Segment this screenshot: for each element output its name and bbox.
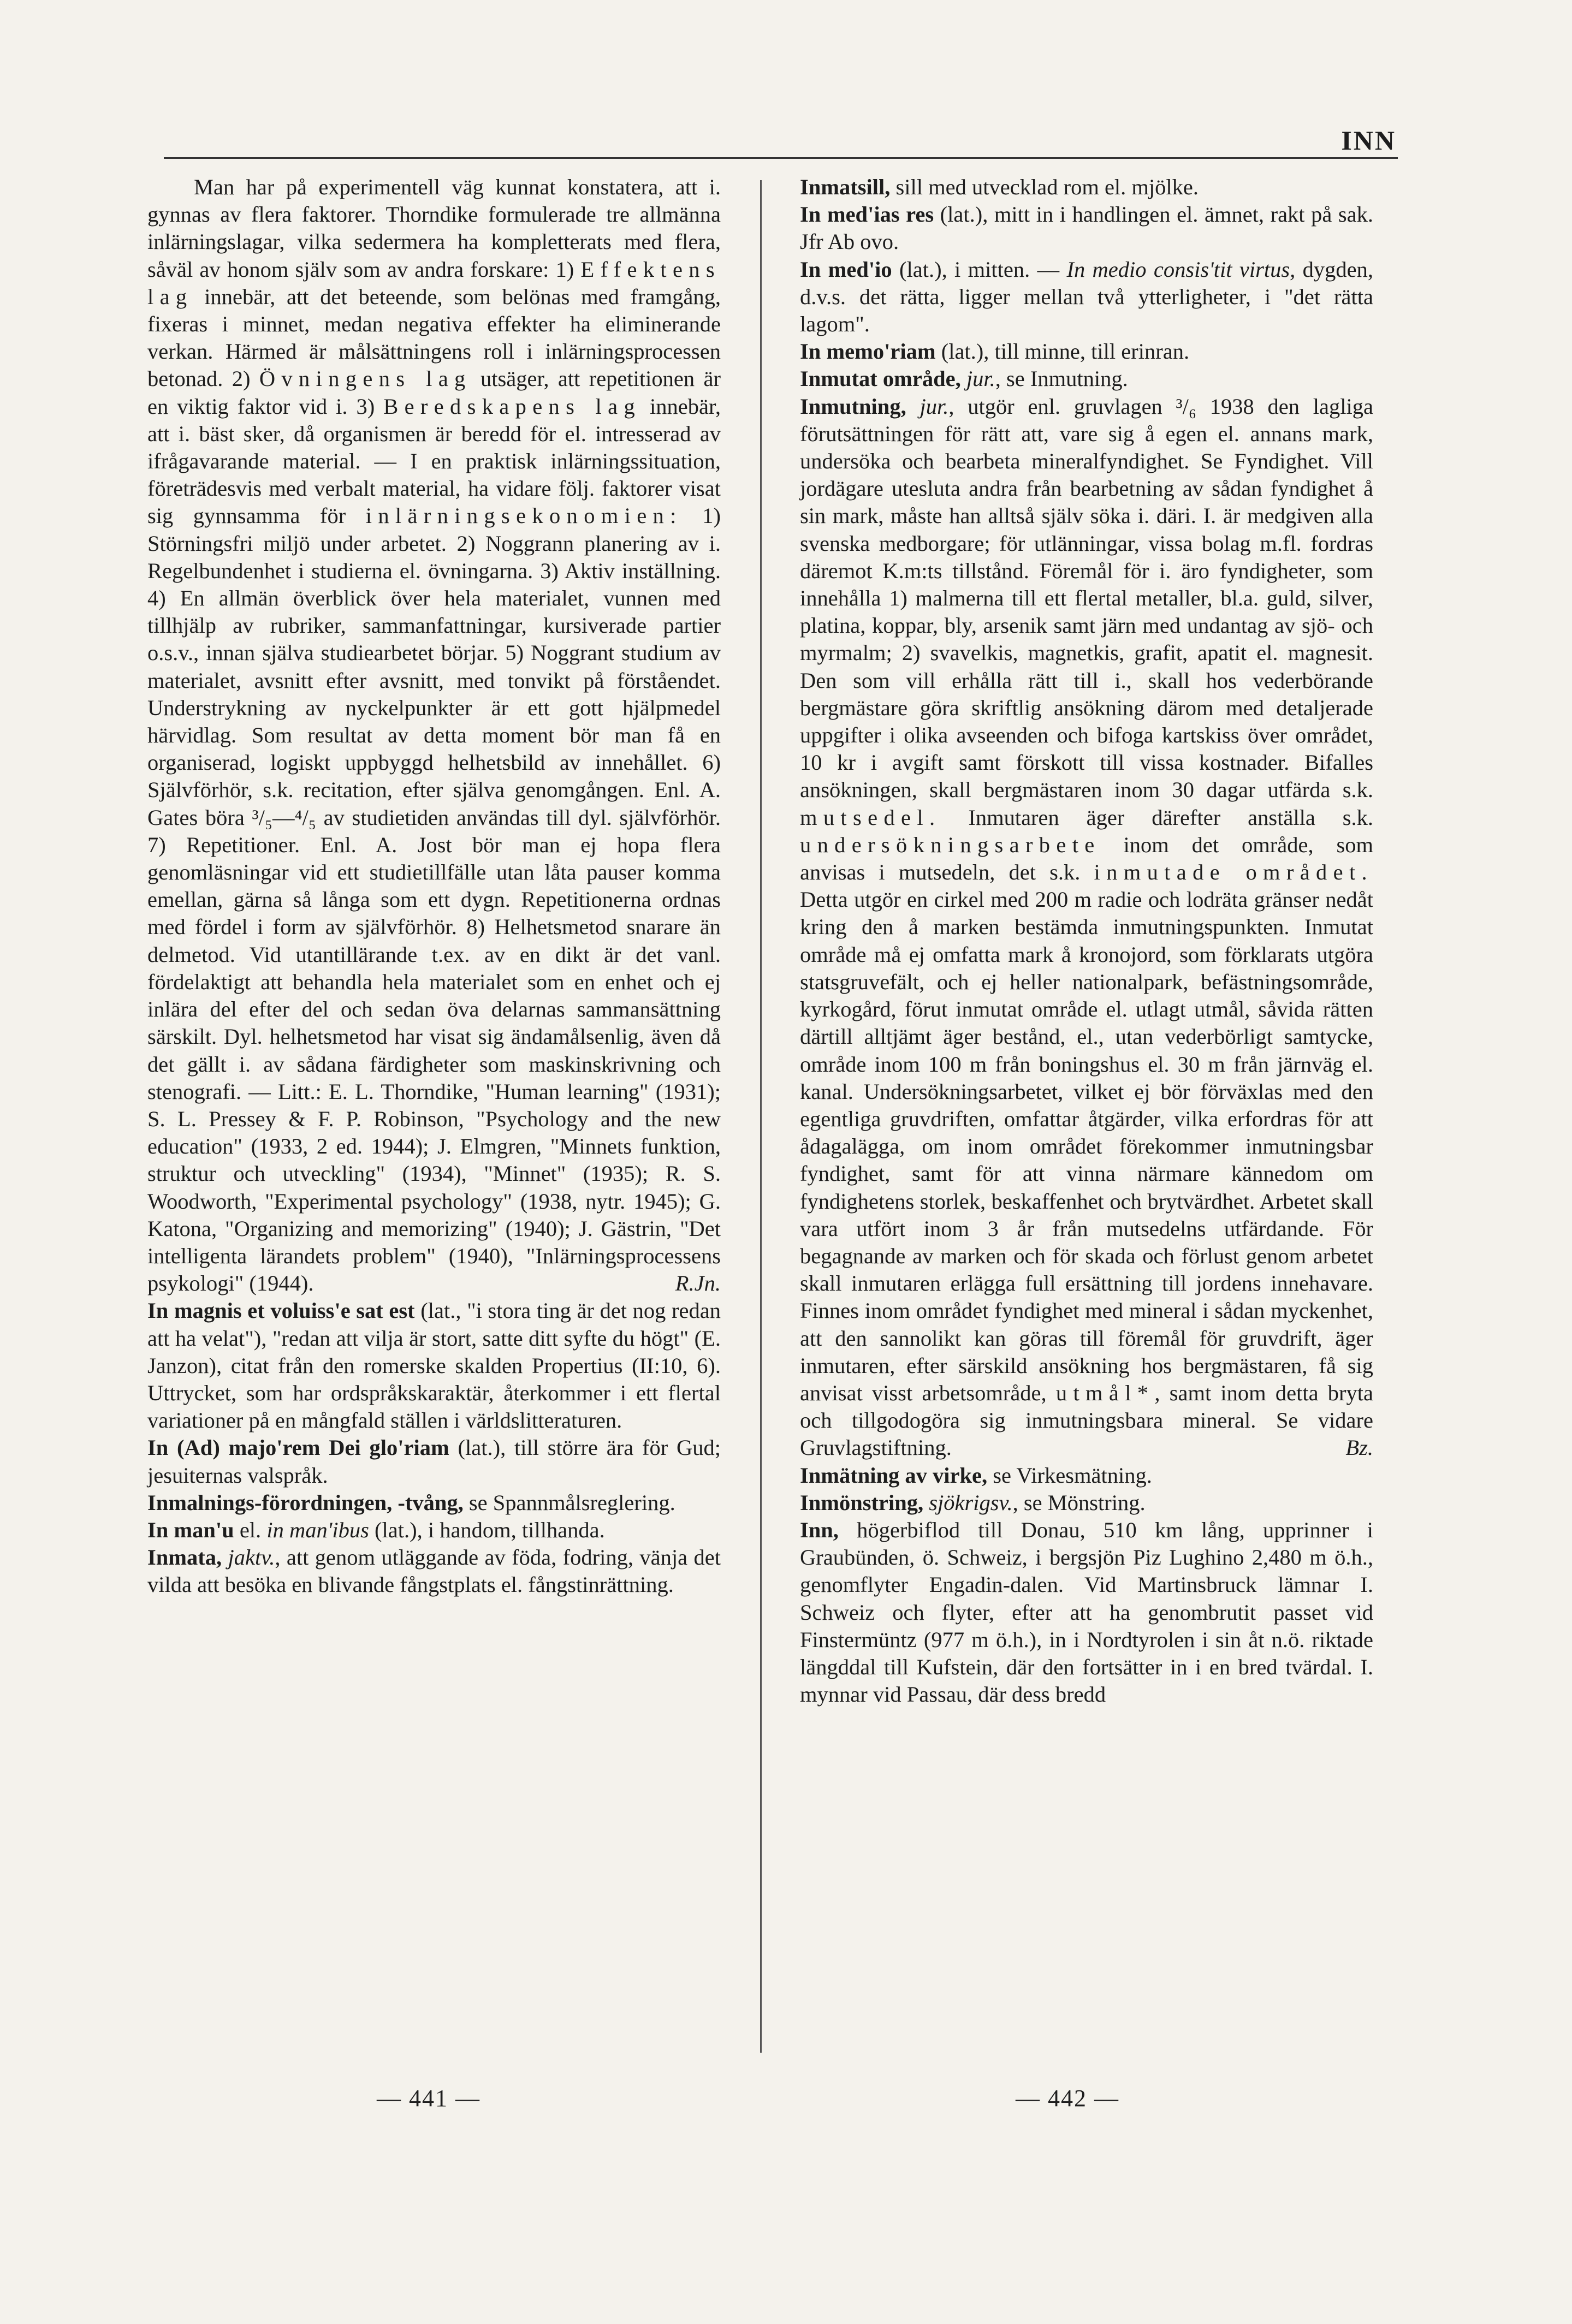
author-signature: R.Jn. — [675, 1271, 721, 1296]
subject-label: jur. — [906, 394, 949, 419]
page-number-right: — 442 — — [1016, 2085, 1119, 2112]
right-column — [800, 174, 1373, 1708]
headword: Inn, — [800, 1517, 839, 1542]
headword: Inmata, — [147, 1545, 222, 1570]
entry-in-medio: In med'io (lat.), i mitten. — In medio consis'tit virtus, dygden, d.v.s. det rätta, ligger mellan två ytterligheter, i "det rätta lagom". — [800, 257, 1373, 337]
subject-label: jur. — [960, 366, 995, 391]
headword: In med'io — [800, 257, 892, 282]
headword: Inmalnings-förordningen, -tvång, — [147, 1490, 464, 1515]
subject-label: jaktv. — [222, 1545, 275, 1570]
entry-inmatning-av-virke: Inmätning av virke, se Virkesmätning. — [800, 1463, 1152, 1488]
entry-inmata: Inmata, jaktv., att genom utläggande av föda, fodring, vänja det vilda att besöka en blivande fångstplats el. fångstinrättning. — [147, 1545, 721, 1597]
spaced-term: Effektens lag — [147, 257, 721, 309]
inlarning-continuation: Man har på experimentell väg kunnat konstatera, att i. gynnas av flera faktorer. Thorndike formulerade tre allmänna inlärningslagar, vilka sedermera ha kompletterats med flera, såväl av honom själv som av andra forskare: 1) Effektens lag innebär, att det beteende, som belönas med framgång, fixeras i minnet, medan negativa effekter ha eliminerande verkan. Härmed är målsättningens roll i inlärningsprocessen betonad. 2) Övningens lag utsäger, att repetitionen är en viktig faktor vid i. 3) Beredskapens lag innebär, att i. bäst sker, då organismen är beredd för el. intresserad av ifrågavarande material. — I en praktisk inlärningssituation, företrädesvis med verbalt material, ha vidare följ. faktorer visat sig gynnsamma för inlärningsekonomien: 1) Störningsfri miljö under arbetet. 2) Noggrann planering av i. Regelbundenhet i studierna el. övningarna. 3) Aktiv inställning. 4) En allmän överblick över hela materialet, vunnen med tillhjälp av rubriker, sammanfattningar, kursiverade partier o.s.v., innan själva studiearbetet börjar. 5) Noggrant studium av materialet, avsnitt efter avsnitt, med tonvikt på förståendet. Understrykning av nyckelpunkter är ett gott hjälpmedel härvidlag. Som resultat av detta moment bör man få en organiserad, logiskt uppbyggd helhetsbild av innehållet. 6) Självförhör, s.k. recitation, efter själva genomgången. Enl. A. Gates böra ³/₅—⁴/₅ av studietiden användas till dyl. självförhör. 7) Repetitioner. Enl. A. Jost bör man ej hopa flera genomläsningar vid ett studietillfälle utan låta pauser komma emellan, gärna så långa som ett dygn. Repetitionerna ordnas med fördel i form av självförhör. 8) Helhetsmetod snarare än delmetod. Vid utantillärande t.ex. av en dikt är det vanl. fördelaktigt att behandla hela materialet som en enhet och ej inlära del efter del och sedan öva delarnas sammansättning särskilt. Dyl. helhetsmetod har visat sig ändamålsenlig, även då det gällt i. av sådana färdigheter som maskinskrivning och stenografi. — Litt.: E. L. Thorndike, "Human learning" (1931); S. L. Pressey & F. P. Robinson, "Psychology and the new education" (1933, 2 ed. 1944); J. Elmgren, "Minnets funktion, struktur och utveckling" (1934), "Minnet" (1935); R. S. Woodworth, "Experimental psychology" (1938, nytr. 1945); G. Katona, "Organizing and memorizing" (1940); J. Gästrin, "Det intelligenta lärandets problem" (1940), "Inlärningsprocessens psykologi" (1944). R.Jn. — [147, 174, 721, 1297]
headword: Inmutning, — [800, 394, 906, 419]
entry-inmonstring: Inmönstring, sjökrigsv., se Mönstring. — [800, 1490, 1146, 1515]
running-head: INN — [1341, 125, 1396, 156]
entry-in-ad-majorem: In (Ad) majo'rem Dei glo'riam (lat.), till större ära för Gud; jesuiternas valspråk. — [147, 1435, 721, 1488]
header-rule — [164, 157, 1398, 159]
spaced-term: inmutade området. — [1094, 860, 1373, 885]
headword: Inmatsill, — [800, 175, 891, 199]
headword: In magnis et voluiss'e sat est — [147, 1298, 415, 1323]
entry-inmutat-omrade: Inmutat område, jur., se Inmutning. — [800, 366, 1128, 391]
headword: In (Ad) majo'rem Dei glo'riam — [147, 1435, 449, 1460]
entry-inn: Inn, högerbiflod till Donau, 510 km lång, upprinner i Graubünden, ö. Schweiz, i bergsjön Piz Lughino 2,480 m ö.h., genomflyter Engadin-dalen. Vid Martinsbruck lämnar I. Schweiz och flyter, efter att ha genombrutit passet vid Finstermüntz (977 m ö.h.), in i Nordtyrolen i sin åt n.ö. riktade längddal till Kufstein, där den fortsätter in i en bred tvärdal. I. mynnar vid Passau, där dess bredd — [800, 1517, 1373, 1707]
headword: In med'ias res — [800, 202, 934, 227]
headword: In memo'riam — [800, 339, 936, 364]
spaced-term: undersökningsarbete — [800, 832, 1101, 857]
headword: Inmätning av virke, — [800, 1463, 988, 1488]
subject-label: sjökrigsv. — [923, 1490, 1013, 1515]
spaced-term: Beredskapens lag — [383, 394, 642, 419]
page-number-left: — 441 — — [377, 2085, 481, 2112]
spaced-term: Övningens lag — [259, 366, 472, 391]
entry-in-magnis: In magnis et voluiss'e sat est (lat., "i stora ting är det nog redan att ha velat"), "redan att vilja är stort, satte ditt syfte du högt" (E. Janzon), citat från den romerske skalden Propertius (II:10, 6). Uttrycket, som har ordspråkskaraktär, återkommer i ett flertal variationer på en mångfald ställen i världslitteraturen. — [147, 1298, 721, 1433]
spaced-term: utmål* — [1055, 1380, 1155, 1405]
headword: Inmönstring, — [800, 1490, 924, 1515]
spaced-term: mutsedel. — [800, 805, 941, 830]
entry-in-memoriam: In memo'riam (lat.), till minne, till erinran. — [800, 339, 1190, 364]
author-signature: Bz. — [1345, 1435, 1373, 1460]
spaced-term: inlärningsekonomien: — [365, 503, 683, 528]
entry-in-medias-res: In med'ias res (lat.), mitt in i handlingen el. ämnet, rakt på sak. Jfr Ab ovo. — [800, 202, 1373, 254]
column-divider — [760, 180, 762, 2053]
entry-inmatsill: Inmatsill, sill med utvecklad rom el. mjölke. — [800, 175, 1199, 199]
headword: In man'u — [147, 1517, 234, 1542]
entry-in-manu: In man'u el. in man'ibus (lat.), i handom, tillhanda. — [147, 1517, 605, 1542]
entry-inmalnings: Inmalnings-förordningen, -tvång, se Spannmålsreglering. — [147, 1490, 675, 1515]
left-column — [147, 174, 721, 1599]
headword: Inmutat område, — [800, 366, 961, 391]
entry-inmutning: Inmutning, jur., utgör enl. gruvlagen ³/₆ 1938 den lagliga förutsättningen för rätt att, vare sig å egen el. annans mark, undersöka och bearbeta mineralfyndighet. Se Fyndighet. Vill jordägare utesluta andra från bearbetning av sådan fyndighet å sin mark, måste han alltså själv söka i. däri. I. är medgiven alla svenska medborgare; för utlänningar, vissa bolag m.fl. fordras däremot K.m:ts tillstånd. Föremål för i. äro fyndigheter, som innehålla 1) malmerna till ett flertal metaller, bl.a. guld, silver, platina, koppar, bly, arsenik samt järn med undantag av sjö- och myrmalm; 2) svavelkis, magnetkis, grafit, apatit el. magnesit. Den som vill erhålla rätt till i., skall hos vederbörande bergmästare göra skriftlig ansökning därom med detaljerade uppgifter i olika avseenden och bifoga kartskiss över området, 10 kr i avgift samt förskott till vissa kostnader. Bifalles ansökningen, skall bergmästaren inom 30 dagar utfärda s.k. mutsedel. Inmutaren äger därefter anställa s.k. undersökningsarbete inom det område, som anvisas i mutsedeln, det s.k. inmutade området. Detta utgör en cirkel med 200 m radie och lodräta gränser nedåt kring den å marken bestämda inmutningspunkten. Inmutat område må ej omfatta mark å kronojord, som förklarats utgöra statsgruvefält, och ej heller nationalpark, befästningsområde, kyrkogård, förut inmutat område el. utlagt utmål, såvida rätten därtill alltjämt äger bestånd, el., utan vederbörligt samtycke, område inom 100 m från boningshus el. 30 m från järnväg el. kanal. Undersökningsarbetet, vilket ej bör förväxlas med den egentliga gruvdriften, omfattar åtgärder, vilka erfordras för att ådagalägga, om inom området förekommer inmutningsbar fyndighet, samt för att vinna närmare kännedom om fyndighetens storlek, beskaffenhet och brytvärdhet. Arbetet skall vara utfört inom 3 år från mutsedelns utfärdande. För begagnande av marken och för skada och förlust genom arbetet skall inmutaren erlägga full ersättning till jordens innehavare. Finnes inom området fyndighet med mineral i sådan myckenhet, att den sannolikt kan göras till föremål för gruvdrift, äger inmutaren, efter särskild ansökning hos bergmästaren, få sig anvisat visst arbetsområde, utmål*, samt inom detta bryta och tillgodogöra sig inmutningsbara mineral. Se vidare Gruvlagstiftning. Bz. — [800, 393, 1373, 1462]
